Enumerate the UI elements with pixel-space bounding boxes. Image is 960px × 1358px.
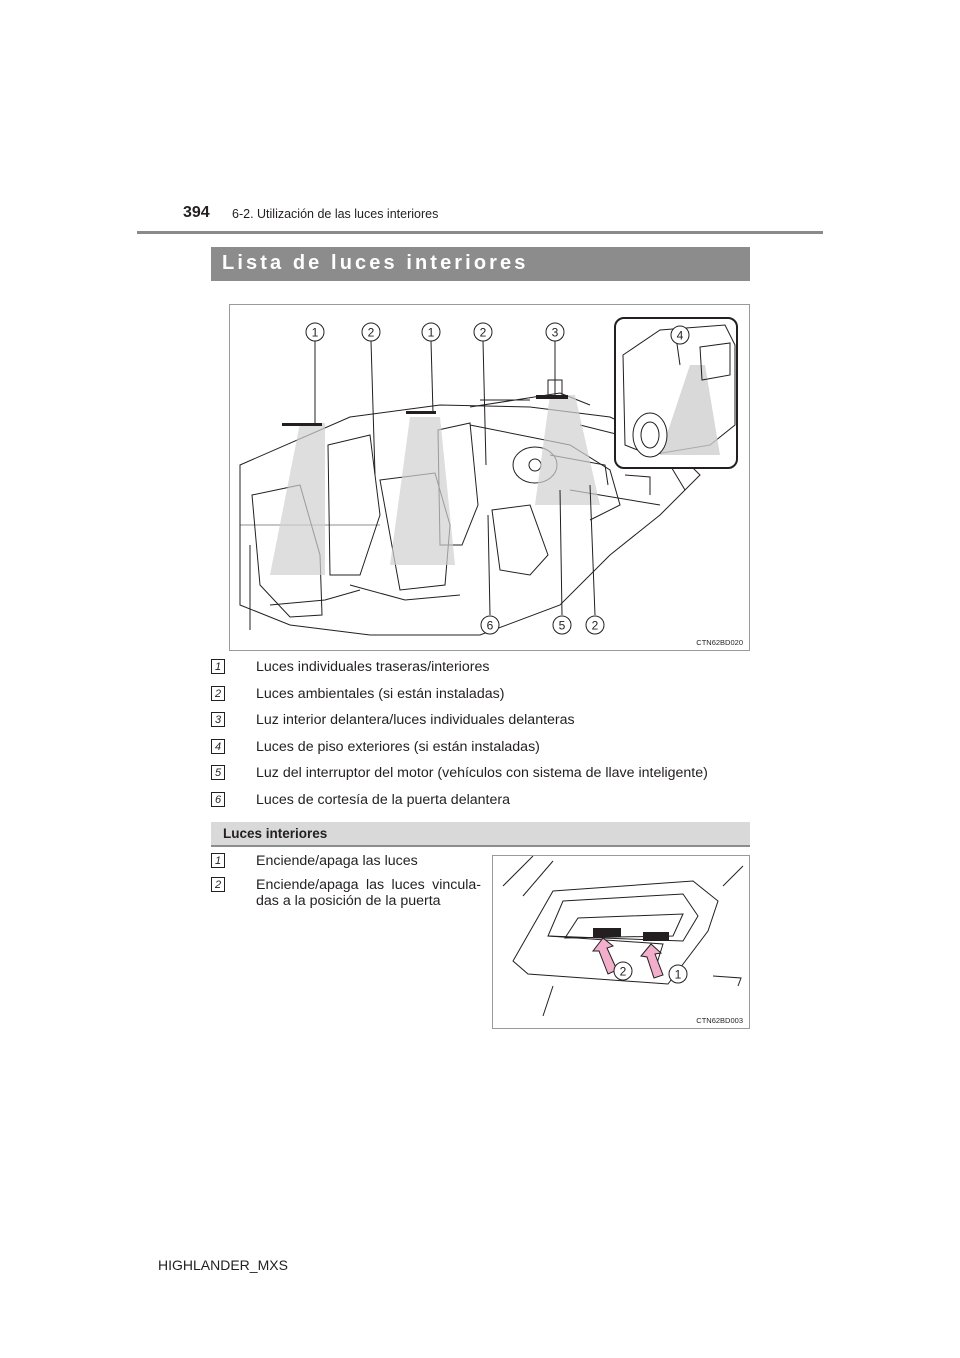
legend-text: Luz del interruptor del motor (vehículos con sistema de llave inteligente) (256, 765, 708, 782)
legend-item (211, 765, 708, 781)
header-rule (137, 231, 823, 234)
legend-item (211, 659, 708, 675)
vehicle-interior-drawing (230, 305, 749, 650)
legend-item (211, 686, 708, 702)
figure-code-small: CTN62BD003 (696, 1016, 743, 1025)
legend-list (211, 659, 708, 819)
callout-bottom-1: 6 (486, 618, 494, 633)
light-switch-illustration (492, 855, 750, 1029)
figure-code-main: CTN62BD020 (696, 638, 743, 647)
legend-number: 1 (211, 659, 225, 674)
legend-number: 6 (211, 792, 225, 807)
legend-text: Luces de piso exteriores (si están instaladas) (256, 738, 540, 755)
subsection-title: Luces interiores (223, 826, 328, 841)
chapter-title: 6-2. Utilización de las luces interiores (232, 207, 439, 221)
exterior-inset (615, 318, 737, 468)
page-number: 394 (183, 204, 210, 221)
legend-text: Luces individuales traseras/interiores (256, 659, 490, 675)
interior-lights-illustration (229, 304, 750, 651)
callout-top-5: 3 (551, 325, 559, 340)
overhead-console-drawing (493, 856, 749, 1028)
legend-text: Luces de cortesía de la puerta delantera (256, 791, 510, 808)
subsection-banner (211, 822, 750, 847)
legend-text: Luz interior delantera/luces individuales delanteras (256, 712, 575, 729)
actions-list (211, 853, 481, 917)
legend-text: Luces ambientales (si están instaladas) (256, 685, 505, 702)
action-number: 1 (211, 853, 225, 868)
legend-number: 4 (211, 739, 225, 754)
switch-callout-2: 1 (674, 967, 682, 982)
section-title: Lista de luces interiores (222, 252, 529, 274)
action-item (211, 853, 481, 869)
switch-callout-1: 2 (619, 964, 627, 979)
action-text: Enciende/apaga las luces (256, 853, 418, 869)
action-item (211, 877, 481, 909)
callout-inset: 4 (676, 328, 684, 343)
legend-number: 2 (211, 686, 225, 701)
callout-bottom-3: 2 (591, 618, 599, 633)
legend-item (211, 792, 708, 808)
section-banner (211, 247, 750, 281)
footer-model: HIGHLANDER_MXS (158, 1257, 288, 1273)
callout-top-3: 1 (427, 325, 435, 340)
action-number: 2 (211, 877, 225, 892)
callout-top-2: 2 (367, 325, 375, 340)
legend-item (211, 712, 708, 728)
legend-number: 5 (211, 765, 225, 780)
legend-number: 3 (211, 712, 225, 727)
callout-top-1: 1 (311, 325, 319, 340)
action-text: Enciende/apaga las luces vincula-das a la posición de la puerta (256, 877, 481, 909)
legend-item (211, 739, 708, 755)
callout-bottom-2: 5 (558, 618, 566, 633)
callout-top-4: 2 (479, 325, 487, 340)
